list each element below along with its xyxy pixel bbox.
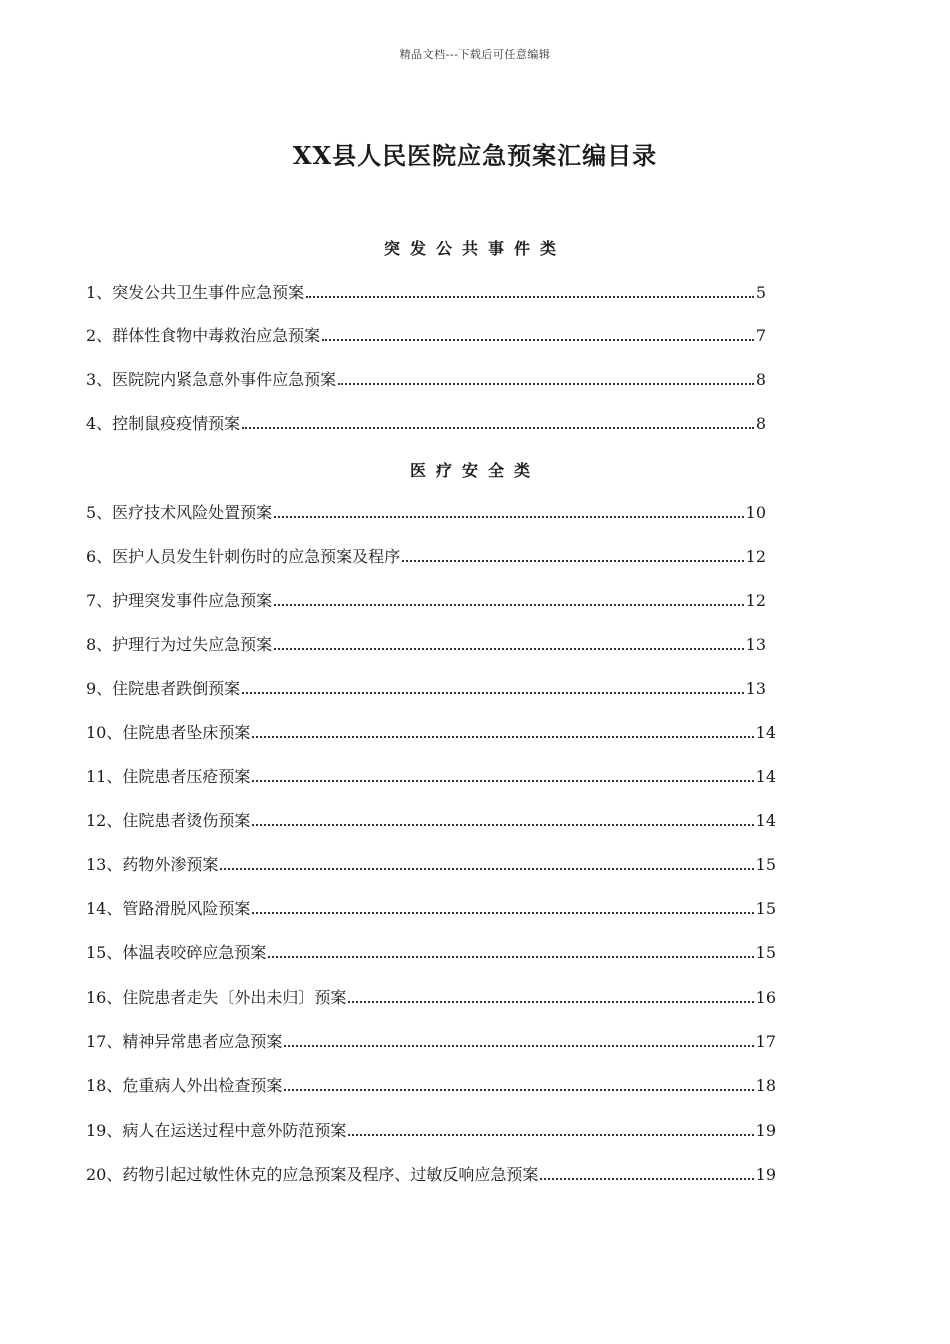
toc-leader-dots — [242, 691, 743, 694]
toc-entry-page: 13 — [745, 635, 766, 654]
toc-entry[interactable] — [86, 987, 776, 1009]
toc-leader-dots — [322, 338, 754, 341]
toc-entry-label: 7、护理突发事件应急预案 — [86, 591, 273, 610]
toc-entry-page: 18 — [755, 1076, 776, 1095]
toc-leader-dots — [284, 1044, 753, 1047]
toc-entry-page: 16 — [755, 988, 776, 1007]
toc-entry-label: 3、医院院内紧急意外事件应急预案 — [86, 370, 337, 389]
toc-entry-page: 14 — [755, 767, 776, 786]
toc-leader-dots — [220, 867, 753, 870]
toc-entry-label: 16、住院患者走失〔外出未归〕预案 — [86, 988, 347, 1007]
toc-entry-page: 8 — [755, 370, 766, 389]
toc-entry-page: 14 — [755, 811, 776, 830]
toc-entry-page: 15 — [755, 899, 776, 918]
toc-leader-dots — [242, 426, 754, 429]
toc-entry[interactable] — [86, 546, 766, 568]
toc-entry[interactable] — [86, 590, 766, 612]
toc-entry-label: 4、控制鼠疫疫情预案 — [86, 414, 241, 433]
toc-entry[interactable] — [86, 282, 766, 304]
toc-leader-dots — [284, 1088, 753, 1091]
toc-leader-dots — [274, 647, 743, 650]
toc-entry-label: 15、体温表咬碎应急预案 — [86, 943, 267, 962]
page-header: 精品文档---下载后可任意编辑 — [399, 48, 551, 61]
toc-leader-dots — [252, 779, 753, 782]
toc-entry-label: 6、医护人员发生针刺伤时的应急预案及程序 — [86, 547, 401, 566]
toc-entry[interactable] — [86, 810, 776, 832]
toc-leader-dots — [252, 823, 753, 826]
toc-leader-dots — [348, 1000, 753, 1003]
toc-entry-label: 9、住院患者跌倒预案 — [86, 679, 241, 698]
toc-leader-dots — [348, 1133, 753, 1136]
document-title: XX县人民医院应急预案汇编目录 — [292, 141, 658, 170]
toc-entry-label: 12、住院患者烫伤预案 — [86, 811, 251, 830]
toc-entry-label: 8、护理行为过失应急预案 — [86, 635, 273, 654]
toc-leader-dots — [252, 735, 753, 738]
section-heading-public-events: 突发公共事件类 — [383, 239, 566, 258]
toc-entry-label: 18、危重病人外出检查预案 — [86, 1076, 283, 1095]
toc-entry-page: 10 — [745, 503, 766, 522]
toc-entry-label: 20、药物引起过敏性休克的应急预案及程序、过敏反响应急预案 — [86, 1165, 539, 1184]
toc-leader-dots — [274, 603, 743, 606]
toc-entry[interactable] — [86, 678, 766, 700]
toc-entry-page: 5 — [755, 283, 766, 302]
toc-entry-page: 14 — [755, 723, 776, 742]
toc-entry-label: 5、医疗技术风险处置预案 — [86, 503, 273, 522]
toc-entry-page: 19 — [755, 1165, 776, 1184]
toc-entry-label: 11、住院患者压疮预案 — [86, 767, 251, 786]
toc-entry-label: 14、管路滑脱风险预案 — [86, 899, 251, 918]
toc-entry[interactable] — [86, 413, 766, 435]
toc-entry-label: 1、突发公共卫生事件应急预案 — [86, 283, 305, 302]
toc-entry-page: 12 — [745, 547, 766, 566]
toc-entry-page: 12 — [745, 591, 766, 610]
toc-entry-page: 7 — [755, 326, 766, 345]
toc-entry-page: 8 — [755, 414, 766, 433]
toc-entry[interactable] — [86, 634, 766, 656]
toc-entry[interactable] — [86, 1120, 776, 1142]
toc-entry-page: 19 — [755, 1121, 776, 1140]
toc-entry[interactable] — [86, 369, 766, 391]
toc-entry[interactable] — [86, 502, 766, 524]
toc-entry-page: 17 — [755, 1032, 776, 1051]
toc-entry[interactable] — [86, 325, 766, 347]
toc-entry[interactable] — [86, 1075, 776, 1097]
toc-entry[interactable] — [86, 898, 776, 920]
toc-leader-dots — [252, 911, 753, 914]
toc-entry-label: 2、群体性食物中毒救治应急预案 — [86, 326, 321, 345]
toc-leader-dots — [274, 515, 743, 518]
toc-entry[interactable] — [86, 854, 776, 876]
toc-entry[interactable] — [86, 722, 776, 744]
toc-entry-page: 15 — [755, 855, 776, 874]
toc-leader-dots — [338, 382, 754, 385]
toc-leader-dots — [268, 955, 753, 958]
toc-entry[interactable] — [86, 1031, 776, 1053]
toc-entry-label: 13、药物外渗预案 — [86, 855, 219, 874]
toc-entry[interactable] — [86, 766, 776, 788]
toc-leader-dots — [306, 295, 754, 298]
toc-entry[interactable] — [86, 1164, 776, 1186]
toc-leader-dots — [402, 559, 743, 562]
section-heading-medical-safety: 医疗安全类 — [409, 461, 540, 480]
toc-entry-label: 19、病人在运送过程中意外防范预案 — [86, 1121, 347, 1140]
toc-entry-page: 15 — [755, 943, 776, 962]
toc-entry-page: 13 — [745, 679, 766, 698]
toc-leader-dots — [540, 1177, 753, 1180]
toc-entry[interactable] — [86, 942, 776, 964]
toc-entry-label: 17、精神异常患者应急预案 — [86, 1032, 283, 1051]
toc-entry-label: 10、住院患者坠床预案 — [86, 723, 251, 742]
